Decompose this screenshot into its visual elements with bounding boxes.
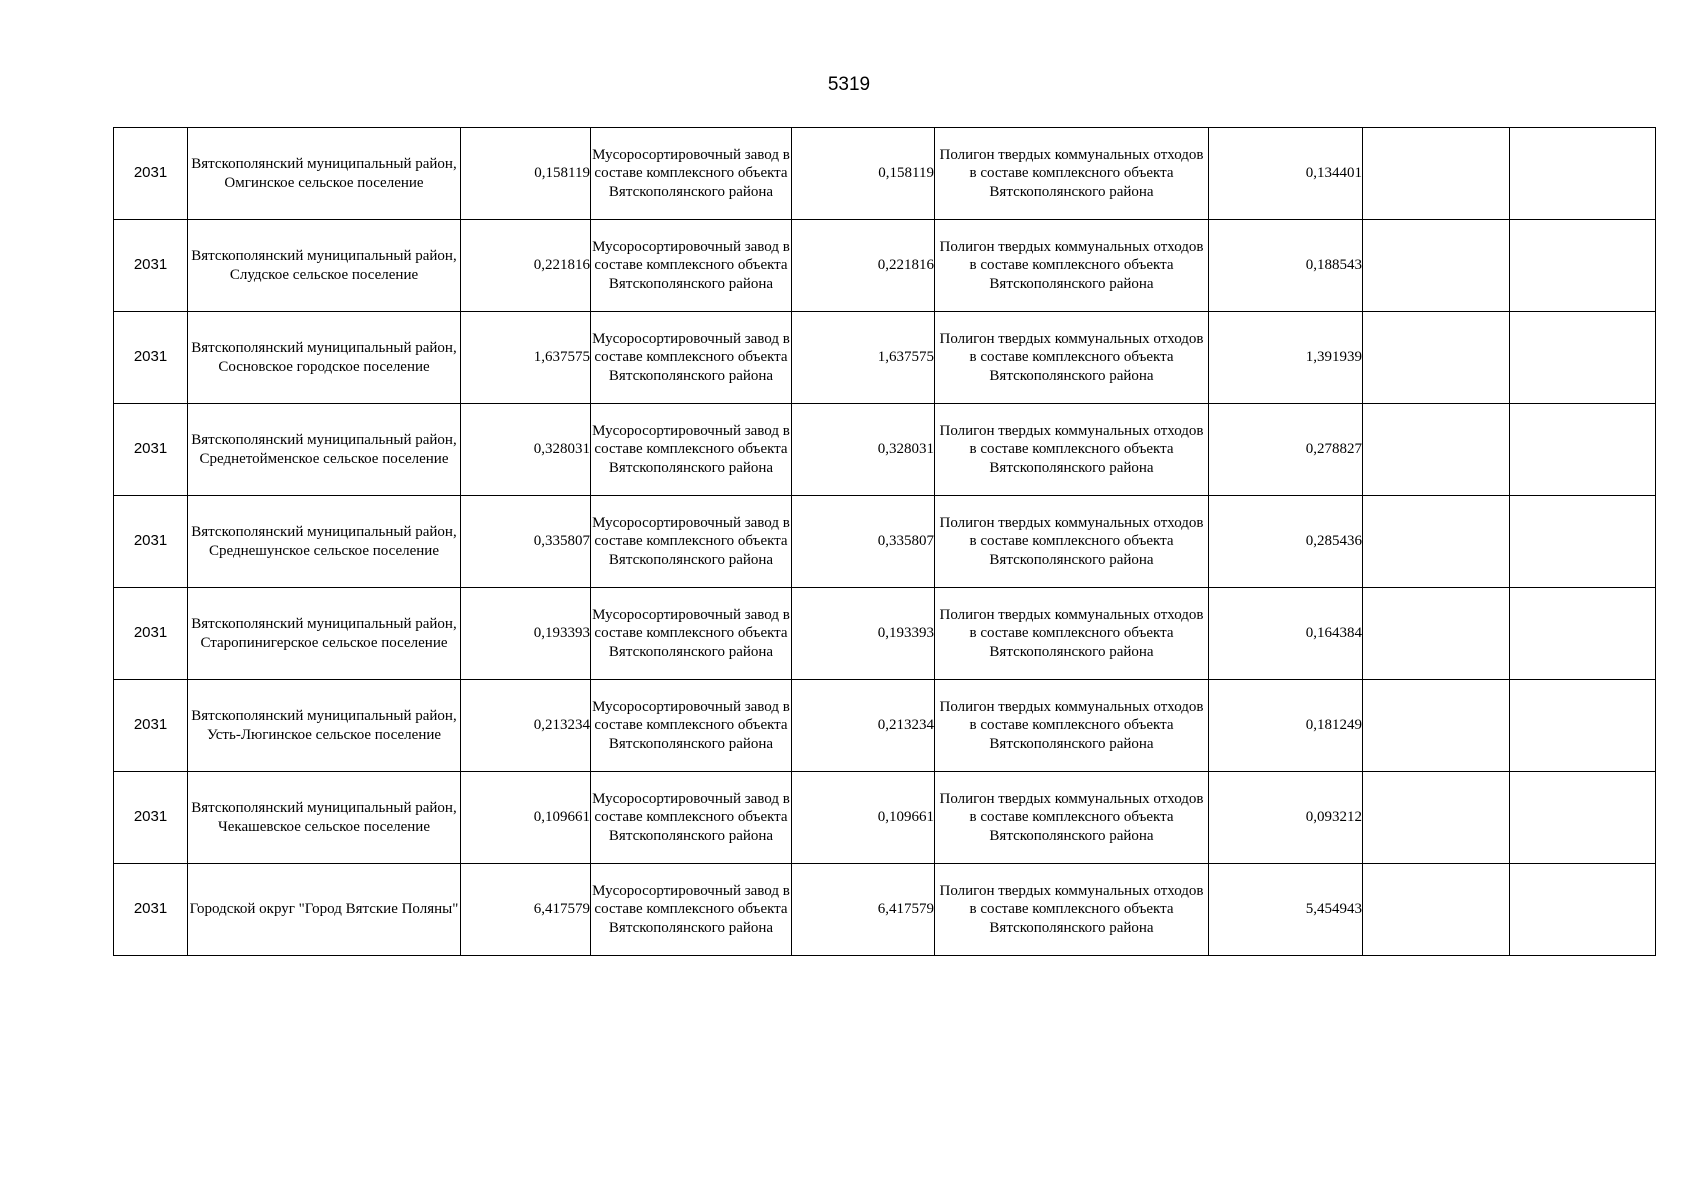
landfill-volume-cell: 1,391939 bbox=[1209, 312, 1363, 404]
table-row bbox=[114, 220, 1656, 312]
territory-cell: Вятскополянский муниципальный район, Старопинигерское сельское поселение bbox=[188, 588, 461, 680]
year-cell: 2031 bbox=[114, 220, 188, 312]
sorting-volume-cell: 0,221816 bbox=[792, 220, 935, 312]
sorting-volume-cell: 1,637575 bbox=[792, 312, 935, 404]
sorting-facility-cell: Мусоросортировочный завод в составе комплексного объекта Вятскополянского района bbox=[591, 404, 792, 496]
sorting-facility-cell: Мусоросортировочный завод в составе комплексного объекта Вятскополянского района bbox=[591, 496, 792, 588]
sorting-volume-cell: 0,335807 bbox=[792, 496, 935, 588]
year-cell: 2031 bbox=[114, 404, 188, 496]
landfill-cell: Полигон твердых коммунальных отходов в составе комплексного объекта Вятскополянского района bbox=[935, 772, 1209, 864]
table-row bbox=[114, 128, 1656, 220]
table-row bbox=[114, 588, 1656, 680]
table-row bbox=[114, 496, 1656, 588]
landfill-cell: Полигон твердых коммунальных отходов в составе комплексного объекта Вятскополянского района bbox=[935, 680, 1209, 772]
territory-cell: Вятскополянский муниципальный район, Усть-Люгинское сельское поселение bbox=[188, 680, 461, 772]
landfill-cell: Полигон твердых коммунальных отходов в составе комплексного объекта Вятскополянского района bbox=[935, 864, 1209, 956]
waste-flow-table bbox=[113, 127, 1656, 956]
table-row bbox=[114, 680, 1656, 772]
volume-cell: 6,417579 bbox=[461, 864, 591, 956]
territory-cell: Городской округ "Город Вятские Поляны" bbox=[188, 864, 461, 956]
empty-cell bbox=[1510, 864, 1656, 956]
volume-cell: 0,193393 bbox=[461, 588, 591, 680]
volume-cell: 0,158119 bbox=[461, 128, 591, 220]
landfill-cell: Полигон твердых коммунальных отходов в составе комплексного объекта Вятскополянского района bbox=[935, 128, 1209, 220]
sorting-facility-cell: Мусоросортировочный завод в составе комплексного объекта Вятскополянского района bbox=[591, 680, 792, 772]
empty-cell bbox=[1510, 220, 1656, 312]
territory-cell: Вятскополянский муниципальный район, Среднешунское сельское поселение bbox=[188, 496, 461, 588]
sorting-facility-cell: Мусоросортировочный завод в составе комплексного объекта Вятскополянского района bbox=[591, 312, 792, 404]
table-row bbox=[114, 864, 1656, 956]
table-row bbox=[114, 404, 1656, 496]
empty-cell bbox=[1510, 496, 1656, 588]
landfill-volume-cell: 5,454943 bbox=[1209, 864, 1363, 956]
territory-cell: Вятскополянский муниципальный район, Омгинское сельское поселение bbox=[188, 128, 461, 220]
empty-cell bbox=[1510, 772, 1656, 864]
sorting-volume-cell: 0,109661 bbox=[792, 772, 935, 864]
landfill-volume-cell: 0,188543 bbox=[1209, 220, 1363, 312]
landfill-volume-cell: 0,285436 bbox=[1209, 496, 1363, 588]
sorting-volume-cell: 0,328031 bbox=[792, 404, 935, 496]
empty-cell bbox=[1363, 404, 1510, 496]
empty-cell bbox=[1510, 680, 1656, 772]
landfill-volume-cell: 0,093212 bbox=[1209, 772, 1363, 864]
landfill-cell: Полигон твердых коммунальных отходов в составе комплексного объекта Вятскополянского района bbox=[935, 312, 1209, 404]
volume-cell: 0,109661 bbox=[461, 772, 591, 864]
sorting-facility-cell: Мусоросортировочный завод в составе комплексного объекта Вятскополянского района bbox=[591, 772, 792, 864]
landfill-volume-cell: 0,134401 bbox=[1209, 128, 1363, 220]
empty-cell bbox=[1510, 128, 1656, 220]
page-number: 5319 bbox=[827, 74, 871, 95]
landfill-cell: Полигон твердых коммунальных отходов в составе комплексного объекта Вятскополянского района bbox=[935, 496, 1209, 588]
territory-cell: Вятскополянский муниципальный район, Слудское сельское поселение bbox=[188, 220, 461, 312]
empty-cell bbox=[1363, 220, 1510, 312]
empty-cell bbox=[1363, 772, 1510, 864]
year-cell: 2031 bbox=[114, 312, 188, 404]
empty-cell bbox=[1363, 496, 1510, 588]
empty-cell bbox=[1510, 404, 1656, 496]
empty-cell bbox=[1363, 312, 1510, 404]
sorting-volume-cell: 0,213234 bbox=[792, 680, 935, 772]
year-cell: 2031 bbox=[114, 772, 188, 864]
year-cell: 2031 bbox=[114, 128, 188, 220]
sorting-facility-cell: Мусоросортировочный завод в составе комплексного объекта Вятскополянского района bbox=[591, 220, 792, 312]
landfill-cell: Полигон твердых коммунальных отходов в составе комплексного объекта Вятскополянского района bbox=[935, 220, 1209, 312]
sorting-facility-cell: Мусоросортировочный завод в составе комплексного объекта Вятскополянского района bbox=[591, 128, 792, 220]
sorting-volume-cell: 0,158119 bbox=[792, 128, 935, 220]
table-row bbox=[114, 312, 1656, 404]
territory-cell: Вятскополянский муниципальный район, Среднетойменское сельское поселение bbox=[188, 404, 461, 496]
sorting-facility-cell: Мусоросортировочный завод в составе комплексного объекта Вятскополянского района bbox=[591, 864, 792, 956]
empty-cell bbox=[1363, 680, 1510, 772]
landfill-volume-cell: 0,278827 bbox=[1209, 404, 1363, 496]
year-cell: 2031 bbox=[114, 864, 188, 956]
volume-cell: 1,637575 bbox=[461, 312, 591, 404]
year-cell: 2031 bbox=[114, 496, 188, 588]
year-cell: 2031 bbox=[114, 588, 188, 680]
year-cell: 2031 bbox=[114, 680, 188, 772]
empty-cell bbox=[1363, 864, 1510, 956]
landfill-volume-cell: 0,164384 bbox=[1209, 588, 1363, 680]
territory-cell: Вятскополянский муниципальный район, Чекашевское сельское поселение bbox=[188, 772, 461, 864]
volume-cell: 0,328031 bbox=[461, 404, 591, 496]
territory-cell: Вятскополянский муниципальный район, Сосновское городское поселение bbox=[188, 312, 461, 404]
sorting-volume-cell: 0,193393 bbox=[792, 588, 935, 680]
volume-cell: 0,213234 bbox=[461, 680, 591, 772]
landfill-cell: Полигон твердых коммунальных отходов в составе комплексного объекта Вятскополянского района bbox=[935, 588, 1209, 680]
empty-cell bbox=[1363, 588, 1510, 680]
landfill-volume-cell: 0,181249 bbox=[1209, 680, 1363, 772]
sorting-volume-cell: 6,417579 bbox=[792, 864, 935, 956]
landfill-cell: Полигон твердых коммунальных отходов в составе комплексного объекта Вятскополянского района bbox=[935, 404, 1209, 496]
table-row bbox=[114, 772, 1656, 864]
volume-cell: 0,335807 bbox=[461, 496, 591, 588]
sorting-facility-cell: Мусоросортировочный завод в составе комплексного объекта Вятскополянского района bbox=[591, 588, 792, 680]
empty-cell bbox=[1363, 128, 1510, 220]
volume-cell: 0,221816 bbox=[461, 220, 591, 312]
empty-cell bbox=[1510, 588, 1656, 680]
empty-cell bbox=[1510, 312, 1656, 404]
